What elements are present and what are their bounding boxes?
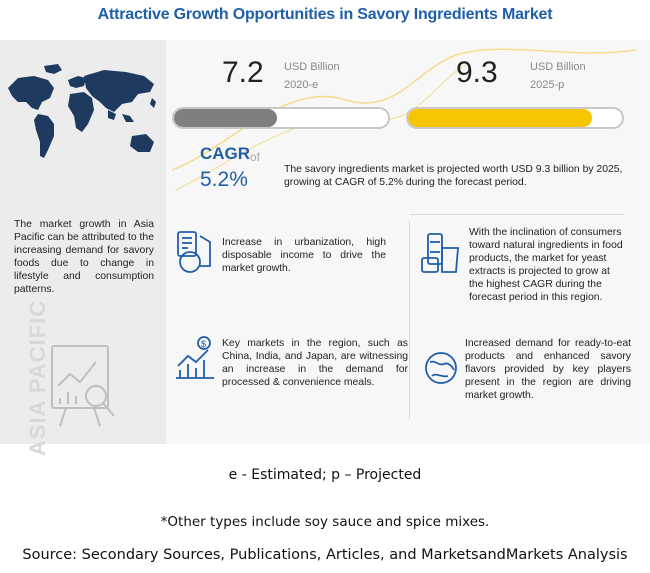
cagr-value: 5.2% [200, 168, 248, 191]
cagr-of: of [250, 150, 261, 164]
year-2025: 2025-p [530, 79, 565, 91]
urbanization-icon [174, 226, 216, 276]
source-note: Source: Secondary Sources, Publications, Articles, and MarketsandMarkets Analysis [22, 547, 628, 563]
unit-2020: USD Billion [284, 61, 340, 73]
point-urbanization: Increase in urbanization, high disposable income to drive the market growth. [222, 237, 386, 274]
estimate-legend: e - Estimated; p – Projected [228, 467, 422, 483]
bar-2020-track [172, 107, 390, 129]
bar-2020 [174, 109, 277, 127]
point-key-markets: Key markets in the region, such as China, India, and Japan, are witnessing an increase in the demand for processed & convenience meals. [222, 338, 408, 388]
region-label: ASIA PACIFIC [25, 299, 51, 457]
column-divider [409, 221, 410, 419]
svg-text:$: $ [201, 339, 207, 349]
world-map-icon [4, 58, 162, 188]
page-title: Attractive Growth Opportunities in Savory Ingredients Market [97, 6, 553, 23]
point-yeast-extracts: With the inclination of consumers toward natural ingredients in food products, the market for yeast extracts is projected to grow at the highest CAGR during the forecast period in this region. [469, 227, 623, 303]
cagr-label: CAGR [200, 144, 251, 163]
value-2025: 9.3 [456, 56, 498, 89]
point-ready-to-eat: Increased demand for ready-to-eat products and enhanced savory flavors provided by key players present in the region are driving market growth. [465, 338, 631, 401]
other-types-note: *Other types include soy sauce and spice mixes. [160, 514, 490, 530]
unit-2025: USD Billion [530, 61, 586, 73]
bar-2025 [408, 109, 592, 127]
market-summary: The savory ingredients market is projected worth USD 9.3 billion by 2025, growing at CAGR of 5.2% during the forecast period. [284, 164, 623, 188]
bar-2025-track [406, 107, 624, 129]
row-divider [410, 214, 624, 215]
region-description: The market growth in Asia Pacific can be attributed to the increasing demand for savory foods due to change in lifestyle and consumption patterns. [14, 219, 154, 295]
bar-growth-icon [174, 334, 216, 380]
year-2020: 2020-e [284, 79, 319, 91]
analysis-chart-icon [46, 340, 122, 432]
grocery-icon [420, 228, 464, 276]
globe-icon [422, 348, 460, 388]
value-2020: 7.2 [222, 56, 264, 89]
